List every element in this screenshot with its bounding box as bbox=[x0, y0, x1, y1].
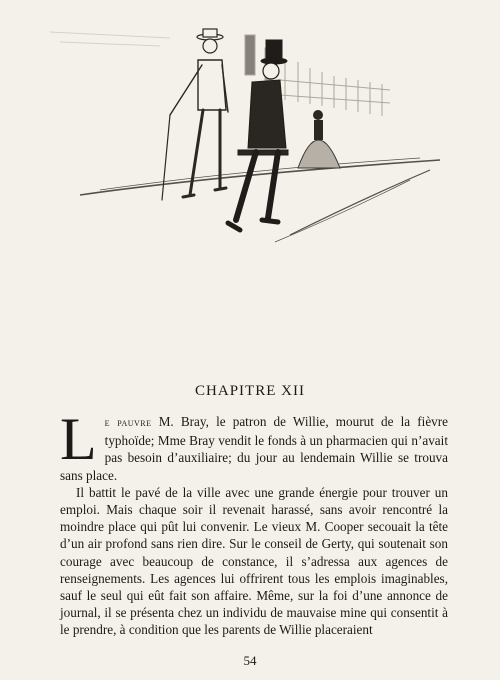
chapter-body bbox=[60, 406, 449, 639]
paragraph-1 bbox=[60, 406, 449, 484]
drop-cap: L bbox=[60, 406, 97, 472]
street-scene-illustration bbox=[40, 20, 460, 250]
chapter-title: CHAPITRE XII bbox=[195, 383, 305, 399]
lead-in-small-caps: e pauvre bbox=[104, 417, 152, 429]
paragraph-2: Il battit le pavé de la ville avec une grande énergie pour trouver un emploi. Mais chaque soir il revenait harassé, sans avoir rencontré la moindre place qui pût lui convenir. Le vieux M. Cooper secouait la tête d’un air profond sans rien dire. Sur le conseil de Gerty, qui soutenait son courage avec beaucoup de constance, il s’adressa aux agences de renseignements. Les agences lui offrirent tous les emplois imaginables, sauf le seul qui eût fait son affaire. Même, sur la foi d’une annonce de journal, il se présenta chez un individu de mauvaise mine qui consentit à le prendre, à condition que les parents de Willie placeraient bbox=[60, 484, 448, 638]
paragraph-1-text: M. Bray, le patron de Willie, mourut de la fièvre typhoïde; Mme Bray vendit le fonds à un pharmacien qui n’avait pas besoin d’auxiliaire; du jour au lendemain Willie se trouva sans place. bbox=[60, 414, 449, 483]
page-number: 54 bbox=[243, 653, 257, 668]
